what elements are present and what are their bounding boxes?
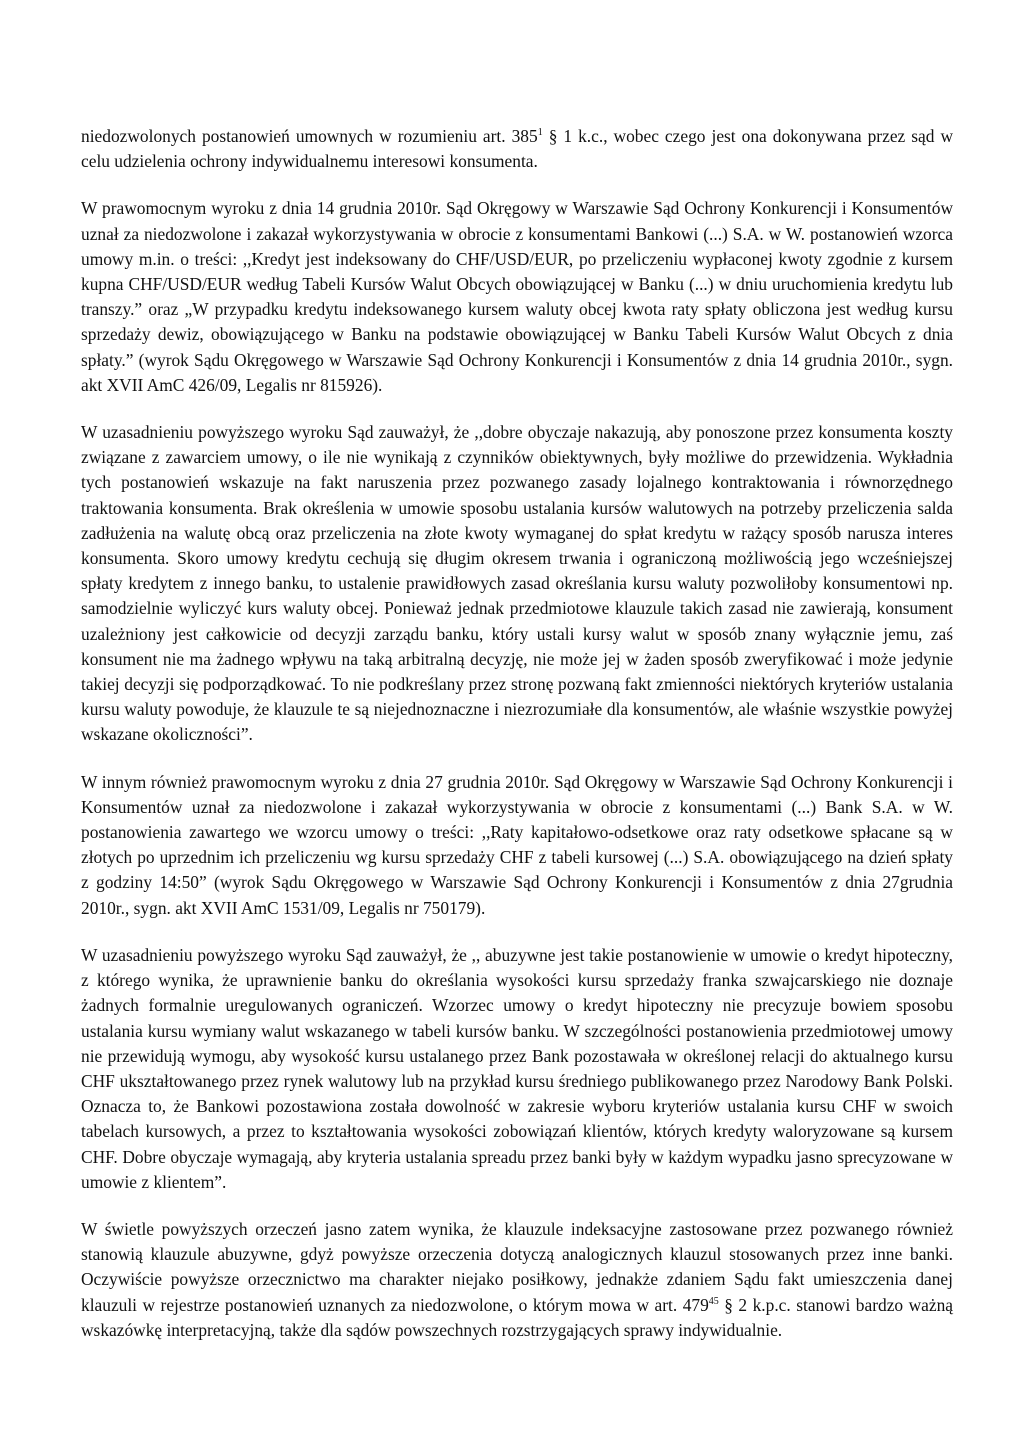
paragraph-6-text-b: § 2 k.p.c. stanowi bardzo ważną wskazówkę interpretacyjną, także dla sądów powszechnych rozstrzygających sprawy indywidualnie. bbox=[81, 1294, 953, 1340]
paragraph-1-text-b: § 1 k.c., wobec czego jest ona dokonywana przez sąd w celu udzielenia ochrony indywidualnemu interesowi konsumenta. bbox=[81, 126, 953, 172]
paragraph-6-text-a: W świetle powyższych orzeczeń jasno zatem wynika, że klauzule indeksacyjne zastosowane przez pozwanego również stanowią klauzule abuzywne, gdyż powyższe orzeczenia dotyczą analogicznych klauzul stosowanych przez inne banki. Oczywiście powyższe orzecznictwo ma charakter niejako posiłkowy, jednakże zdaniem Sądu fakt umieszczenia danej klauzuli w rejestrze postanowień uznanych za niedozwolone, o którym mowa w art. 479 bbox=[81, 1218, 953, 1315]
paragraph-6 bbox=[81, 1217, 953, 1343]
paragraph-5: W uzasadnieniu powyższego wyroku Sąd zauważył, że ,, abuzywne jest takie postanowienie w umowie o kredyt hipoteczny, z którego wynika, że uprawnienie banku do określania wysokości kursu sprzedaży franka szwajcarskiego nie doznaje żadnych formalnie uregulowanych ograniczeń. Wzorzec umowy o kredyt hipoteczny nie precyzuje bowiem sposobu ustalania kursu wymiany walut wskazanego w tabeli kursów banku. W szczególności postanowienia przedmiotowej umowy nie przewidują wymogu, aby wysokość kursu ustalanego przez Bank pozostawała w określonej relacji do aktualnego kursu CHF ukształtowanego przez rynek walutowy lub na przykład kursu średniego publikowanego przez Narodowy Bank Polski. Oznacza to, że Bankowi pozostawiona została dowolność w zakresie wyboru kryteriów ustalania kursu CHF w swoich tabelach kursowych, a przez to kształtowania wysokości zobowiązań klientów, których kredyty waloryzowane są kursem CHF. Dobre obyczaje wymagają, aby kryteria ustalania spreadu przez banki były w każdym wypadku jasno sprecyzowane w umowie z klientem”. bbox=[81, 944, 953, 1192]
paragraph-3: W uzasadnieniu powyższego wyroku Sąd zauważył, że ,,dobre obyczaje nakazują, aby ponoszone przez konsumenta koszty związane z zawarciem umowy, o ile nie wynikają z czynników obiektywnych, były możliwe do przewidzenia. Wykładnia tych postanowień wskazuje na fakt naruszenia przez pozwanego zasady lojalnego kontraktowania i równorzędnego traktowania konsumenta. Brak określenia w umowie sposobu ustalania kursów walutowych na potrzeby przeliczenia salda zadłużenia na walutę obcą oraz przeliczenia na złote kwoty wymaganej do spłat kredytu w rażący sposób narusza interes konsumenta. Skoro umowy kredytu cechują się długim okresem trwania i ograniczoną możliwością jego wcześniejszej spłaty kredytem z innego banku, to ustalenie prawidłowych zasad określania kursu waluty pozwoliłoby konsumentowi np. samodzielnie wyliczyć kurs waluty obcej. Ponieważ jednak przedmiotowe klauzule takich zasad nie zawierają, konsument uzależniony jest całkowicie od decyzji zarządu banku, który ustali kursy walut w sposób znany wyłącznie jemu, zaś konsument nie ma żadnego wpływu na taką arbitralną decyzję, nie może jej w żaden sposób zweryfikować i może jedynie takiej decyzji się podporządkować. To nie podkreślany przez stronę pozwaną fakt zmienności niektórych kryteriów ustalania kursu waluty powoduje, że klauzule te są niejednoznaczne i niezrozumiałe dla konsumentów, ale właśnie wszystkie powyżej wskazane okoliczności”. bbox=[81, 422, 953, 745]
paragraph-2: W prawomocnym wyroku z dnia 14 grudnia 2010r. Sąd Okręgowy w Warszawie Sąd Ochrony Konkurencji i Konsumentów uznał za niedozwolone i zakazał wykorzystywania w obrocie z konsumentami Bankowi (...) S.A. w W. postanowień wzorca umowy m.in. o treści: ,,Kredyt jest indeksowany do CHF/USD/EUR, po przeliczeniu wypłaconej kwoty zgodnie z kursem kupna CHF/USD/EUR według Tabeli Kursów Walut Obcych obowiązującej w Banku (...) w dniu uruchomienia kredytu lub transzy.” oraz „W przypadku kredytu indeksowanego kursem waluty obcej kwota raty spłaty obliczona jest według kursu sprzedaży dewiz, obowiązującego w Banku na podstawie obowiązującej w Banku Tabeli Kursów Walut Obcych z dnia spłaty.” (wyrok Sądu Okręgowego w Warszawie Sąd Ochrony Konkurencji i Konsumentów z dnia 14 grudnia 2010r., sygn. akt XVII AmC 426/09, Legalis nr 815926). bbox=[81, 198, 953, 395]
paragraph-1-superscript: 1 bbox=[537, 127, 543, 138]
paragraph-4: W innym również prawomocnym wyroku z dnia 27 grudnia 2010r. Sąd Okręgowy w Warszawie Sąd Ochrony Konkurencji i Konsumentów uznał za niedozwolone i zakazał wykorzystywania w obrocie z konsumentami (...) Bank S.A. w W. postanowienia zawartego we wzorcu umowy o treści: ,,Raty kapitałowo-odsetkowe oraz raty odsetkowe spłacane są w złotych po uprzednim ich przeliczeniu wg kursu sprzedaży CHF z tabeli kursowej (...) S.A. obowiązującego na dzień spłaty z godziny 14:50” (wyrok Sądu Okręgowego w Warszawie Sąd Ochrony Konkurencji i Konsumentów z dnia 27grudnia 2010r., sygn. akt XVII AmC 1531/09, Legalis nr 750179). bbox=[81, 771, 953, 918]
paragraph-6-superscript: 45 bbox=[708, 1295, 719, 1307]
paragraph-1-text-a: niedozwolonych postanowień umownych w rozumieniu art. 385 bbox=[81, 126, 538, 146]
paragraph-1 bbox=[81, 124, 953, 174]
document-page bbox=[81, 124, 953, 1365]
